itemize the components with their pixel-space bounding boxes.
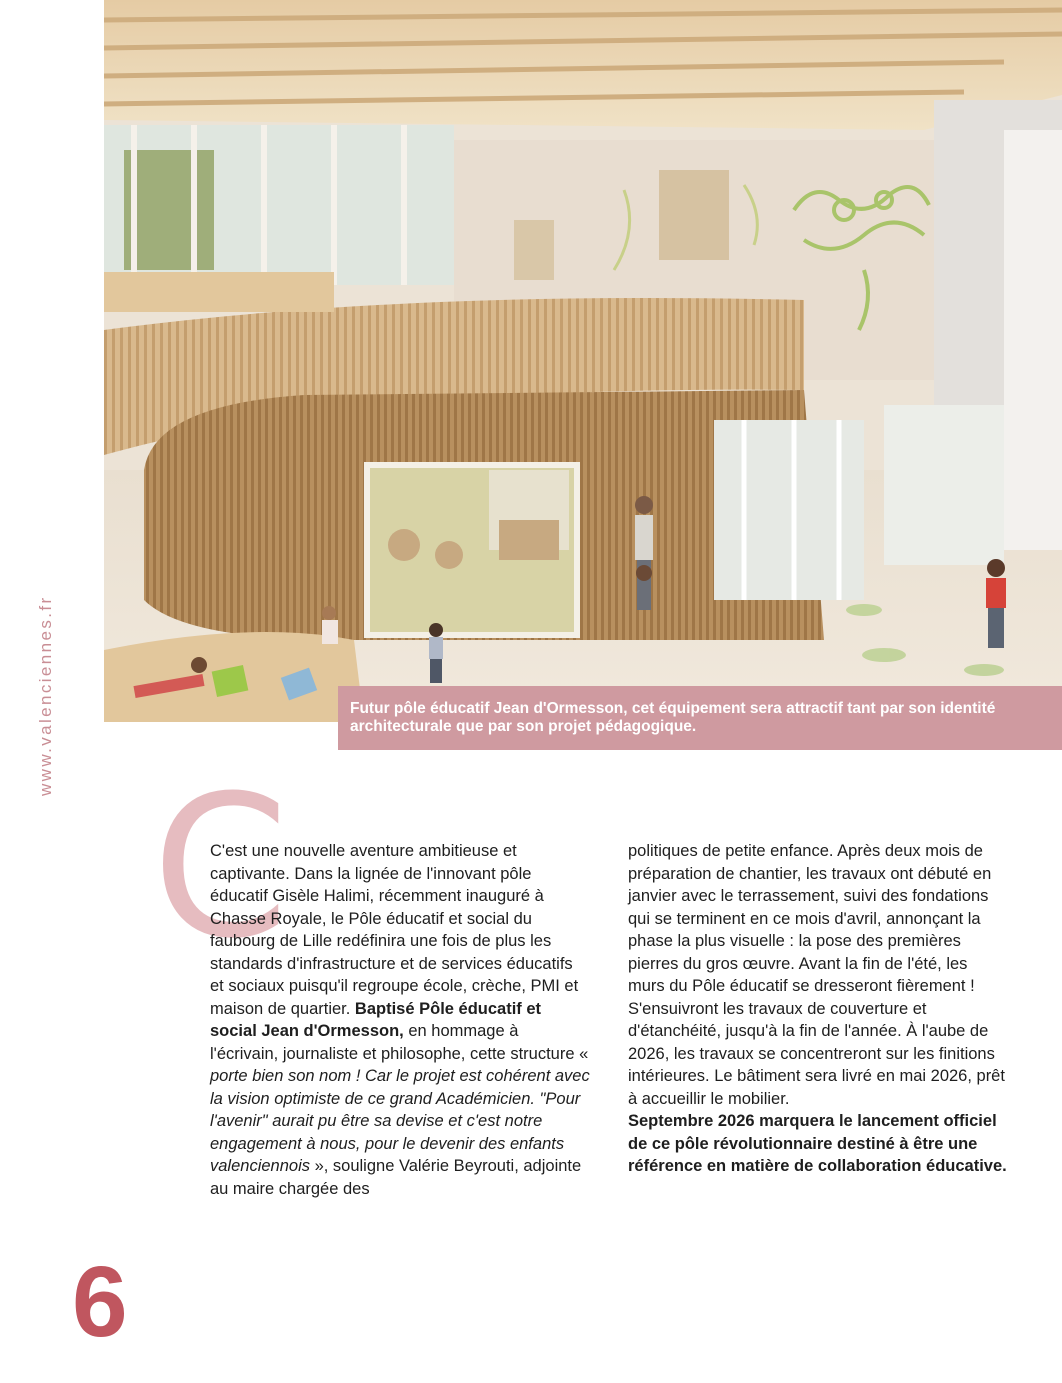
col1-text-1: C'est une nouvelle aventure ambitieuse et captivante. Dans la lignée de l'innovant pôle éducatif Gisèle Halimi, récemment inauguré à Chasse Royale, le Pôle éducatif et social du faubourg de Lille redéfinira une fois de plus les standards d'infrastructure et de services éducatifs et sociaux puisqu'il regroupe école, crèche, PMI et maison de quartier. [210,842,579,1018]
article-column-2 [628,840,1008,1178]
col1-text-3: », souligne Valérie Beyrouti, adjointe au maire chargée des [210,1157,582,1198]
col1-bold: Baptisé Pôle éducatif et social Jean d'Ormesson, [210,999,542,1040]
hero-image [104,0,1062,722]
col1-text-2: en hommage à l'écrivain, journaliste et philosophe, cette structure « [210,1022,589,1063]
col2-paragraph-2: S'ensuivront les travaux de couverture et d'étanchéité, jusqu'à la fin de l'année. À l'aube de 2026, les travaux se concentreront sur les finitions intérieures. Le bâtiment sera livré en mai 2026, prêt à accueillir le mobilier. [628,999,1005,1108]
col2-bold: Septembre 2026 marquera le lancement officiel de ce pôle révolutionnaire destiné à être une référence en matière de collaboration éducative. [628,1112,1007,1175]
col2-paragraph-1: politiques de petite enfance. Après deux mois de préparation de chantier, les travaux ont débuté en janvier avec le terrassement, suivi des fondations qui se terminent en ce mois d'avril, annonçant la phase la plus visuelle : la pose des premières pierres du gros œuvre. Avant la fin de l'été, les murs du Pôle éducatif se dresseront fièrement ! [628,842,992,995]
drop-cap: C [152,754,289,982]
image-caption: Futur pôle éducatif Jean d'Ormesson, cet équipement sera attractif tant par son identité architecturale que par son projet pédagogique. [338,686,1062,750]
col1-quote: porte bien son nom ! Car le projet est cohérent avec la vision optimiste de ce grand Académicien. "Pour l'avenir" aurait pu être sa devise et c'est notre engagement à nous, pour le devenir des enfants valenciennois [210,1067,590,1175]
page-number: 6 [72,1246,128,1358]
article-column-1 [210,840,590,1200]
website-url: www.valenciennes.fr [36,595,55,796]
